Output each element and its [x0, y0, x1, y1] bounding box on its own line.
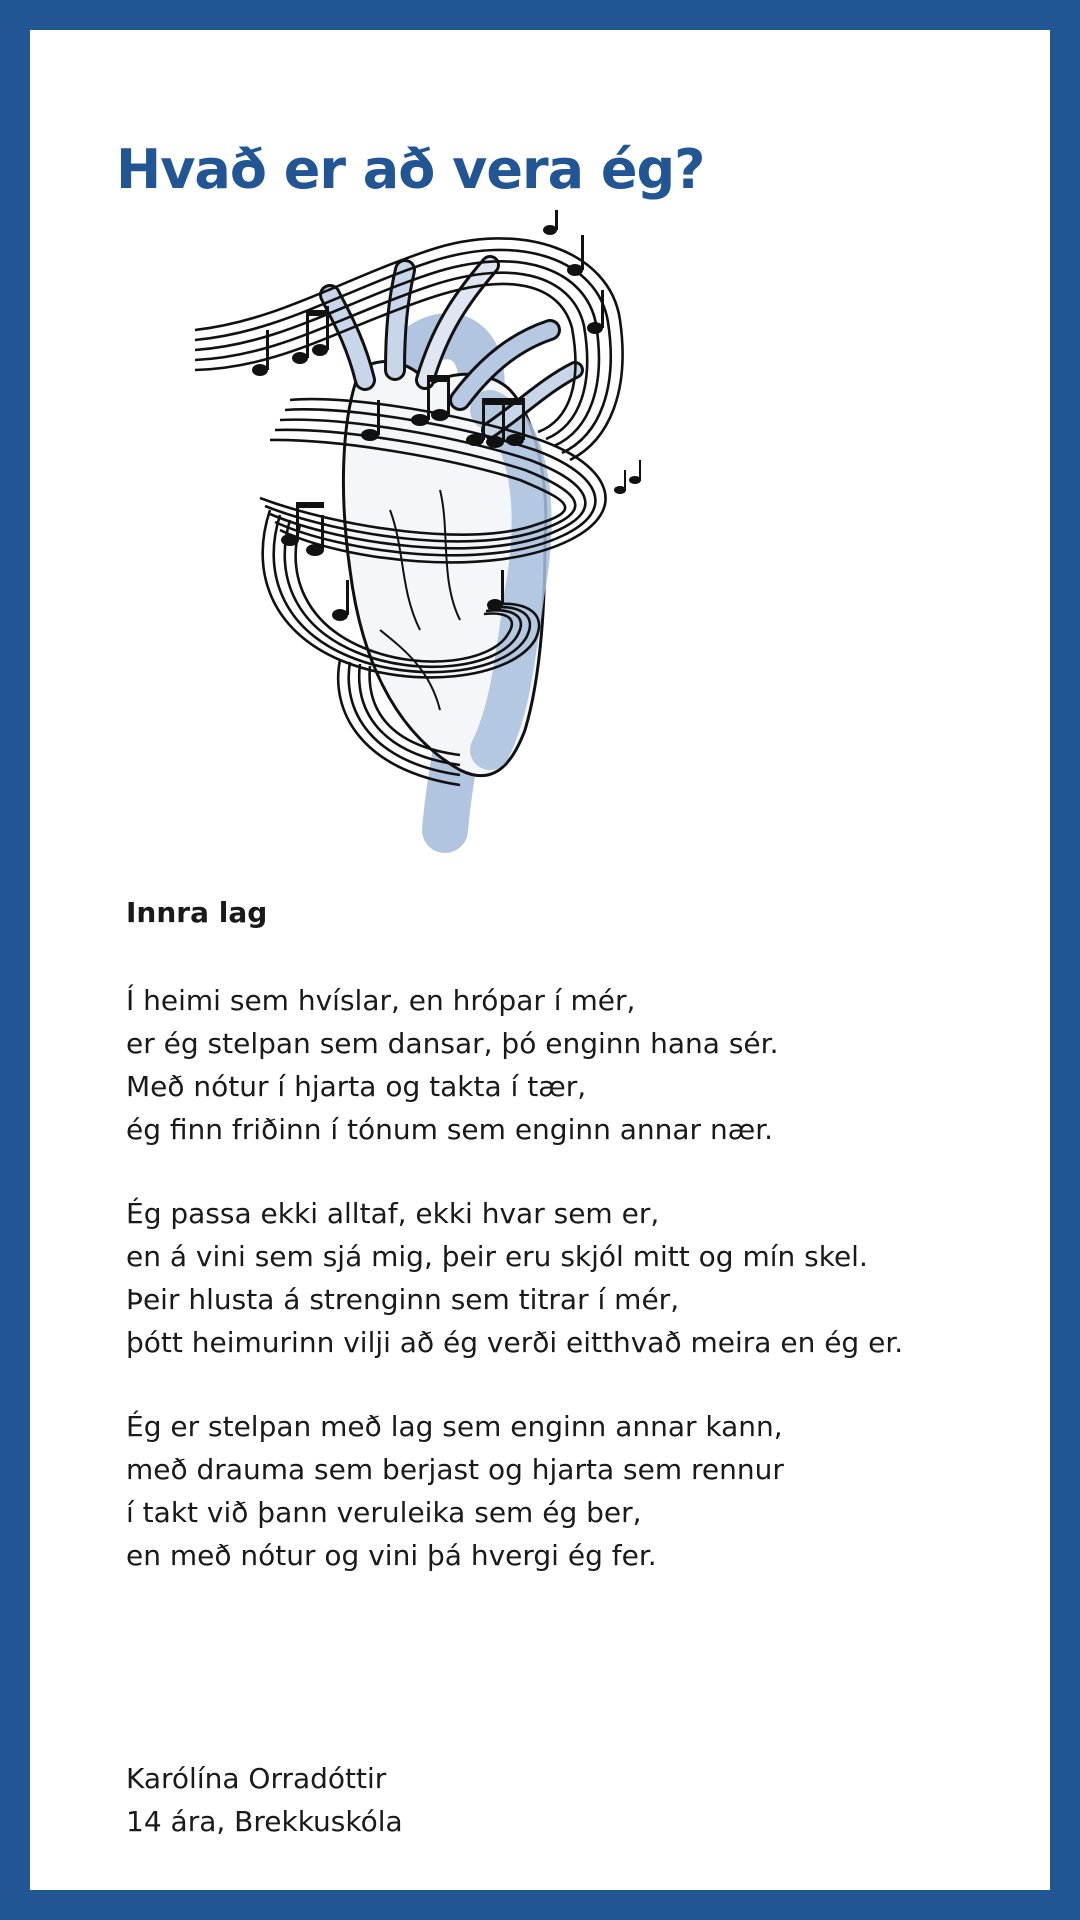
poem-line: Þeir hlusta á strenginn sem titrar í mér, — [126, 1283, 680, 1316]
poem-line: ég finn friðinn í tónum sem enginn annar nær. — [126, 1113, 774, 1146]
poem-line: Ég er stelpan með lag sem enginn annar kann, — [126, 1410, 783, 1443]
poem-line: Ég passa ekki alltaf, ekki hvar sem er, — [126, 1197, 660, 1230]
poem-line: í takt við þann veruleika sem ég ber, — [126, 1496, 642, 1529]
page-title: Hvað er að vera ég? — [116, 138, 705, 201]
poem-stanza-1 — [126, 979, 779, 1151]
author-name: Karólína Orradóttir — [126, 1762, 387, 1795]
heart-with-music-staff-illustration — [190, 210, 810, 930]
poem-line: þótt heimurinn vilji að ég verði eitthvað meira en ég er. — [126, 1326, 904, 1359]
poem-line: en með nótur og vini þá hvergi ég fer. — [126, 1539, 657, 1572]
poem-stanza-2 — [126, 1192, 903, 1364]
poem-line: en á vini sem sjá mig, þeir eru skjól mitt og mín skel. — [126, 1240, 868, 1273]
author-block — [126, 1757, 403, 1843]
poem-stanza-3 — [126, 1405, 784, 1577]
poem-line: Í heimi sem hvíslar, en hrópar í mér, — [126, 984, 636, 1017]
poem-title: Innra lag — [126, 896, 268, 929]
poem-line: með drauma sem berjast og hjarta sem rennur — [126, 1453, 784, 1486]
poem-line: Með nótur í hjarta og takta í tær, — [126, 1070, 587, 1103]
page-frame — [30, 30, 1050, 1890]
author-details: 14 ára, Brekkuskóla — [126, 1805, 403, 1838]
poem-line: er ég stelpan sem dansar, þó enginn hana sér. — [126, 1027, 779, 1060]
